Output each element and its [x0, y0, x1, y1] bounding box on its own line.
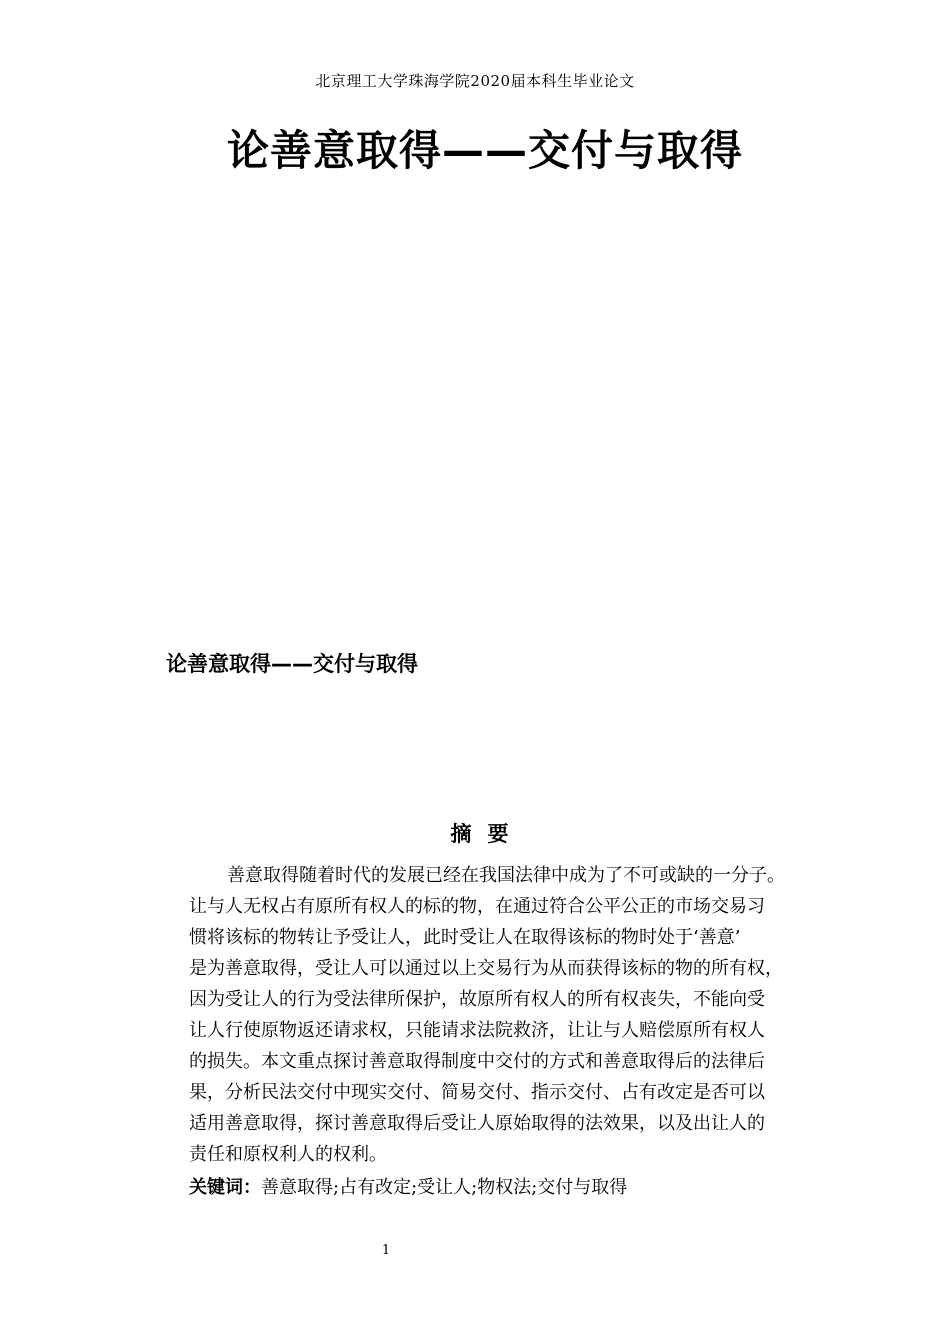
keywords	[189, 1173, 627, 1199]
abstract-line: 责任和原权利人的权利。	[189, 1144, 387, 1165]
abstract-line: 让人行使原物返还请求权，只能请求法院救济，让让与人赔偿原所有权人	[189, 1020, 765, 1041]
abstract-line: 是为善意取得，受让人可以通过以上交易行为从而获得该标的物的所有权，	[189, 958, 783, 979]
thesis-title: 论善意取得——交付与取得	[226, 126, 743, 175]
abstract-line: 的损失。本文重点探讨善意取得制度中交付的方式和善意取得后的法律后	[189, 1051, 765, 1072]
abstract-line: 因为受让人的行为受法律所保护，故原所有权人的所有权丧失，不能向受	[189, 989, 765, 1010]
page-number: 1	[381, 1243, 391, 1258]
abstract-line: 果，分析民法交付中现实交付、简易交付、指示交付、占有改定是否可以	[189, 1082, 765, 1103]
abstract-line: 善意取得随着时代的发展已经在我国法律中成为了不可或缺的一分子。	[227, 865, 785, 886]
running-header: 北京理工大学珠海学院2020届本科生毕业论文	[315, 72, 635, 90]
abstract-line: 惯将该标的物转让予受让人，此时受让人在取得该标的物时处于‘善意’	[189, 927, 741, 948]
keywords-label: 关键词：	[189, 1177, 261, 1198]
thesis-subtitle: 论善意取得——交付与取得	[166, 652, 418, 676]
keywords-value: 善意取得;占有改定;受让人;物权法;交付与取得	[261, 1177, 628, 1198]
abstract-line: 适用善意取得，探讨善意取得后受让人原始取得的法效果，以及出让人的	[189, 1113, 765, 1134]
abstract-line: 让与人无权占有原所有权人的标的物，在通过符合公平公正的市场交易习	[189, 896, 765, 917]
abstract-body	[189, 860, 819, 1170]
abstract-heading: 摘要	[450, 822, 525, 846]
